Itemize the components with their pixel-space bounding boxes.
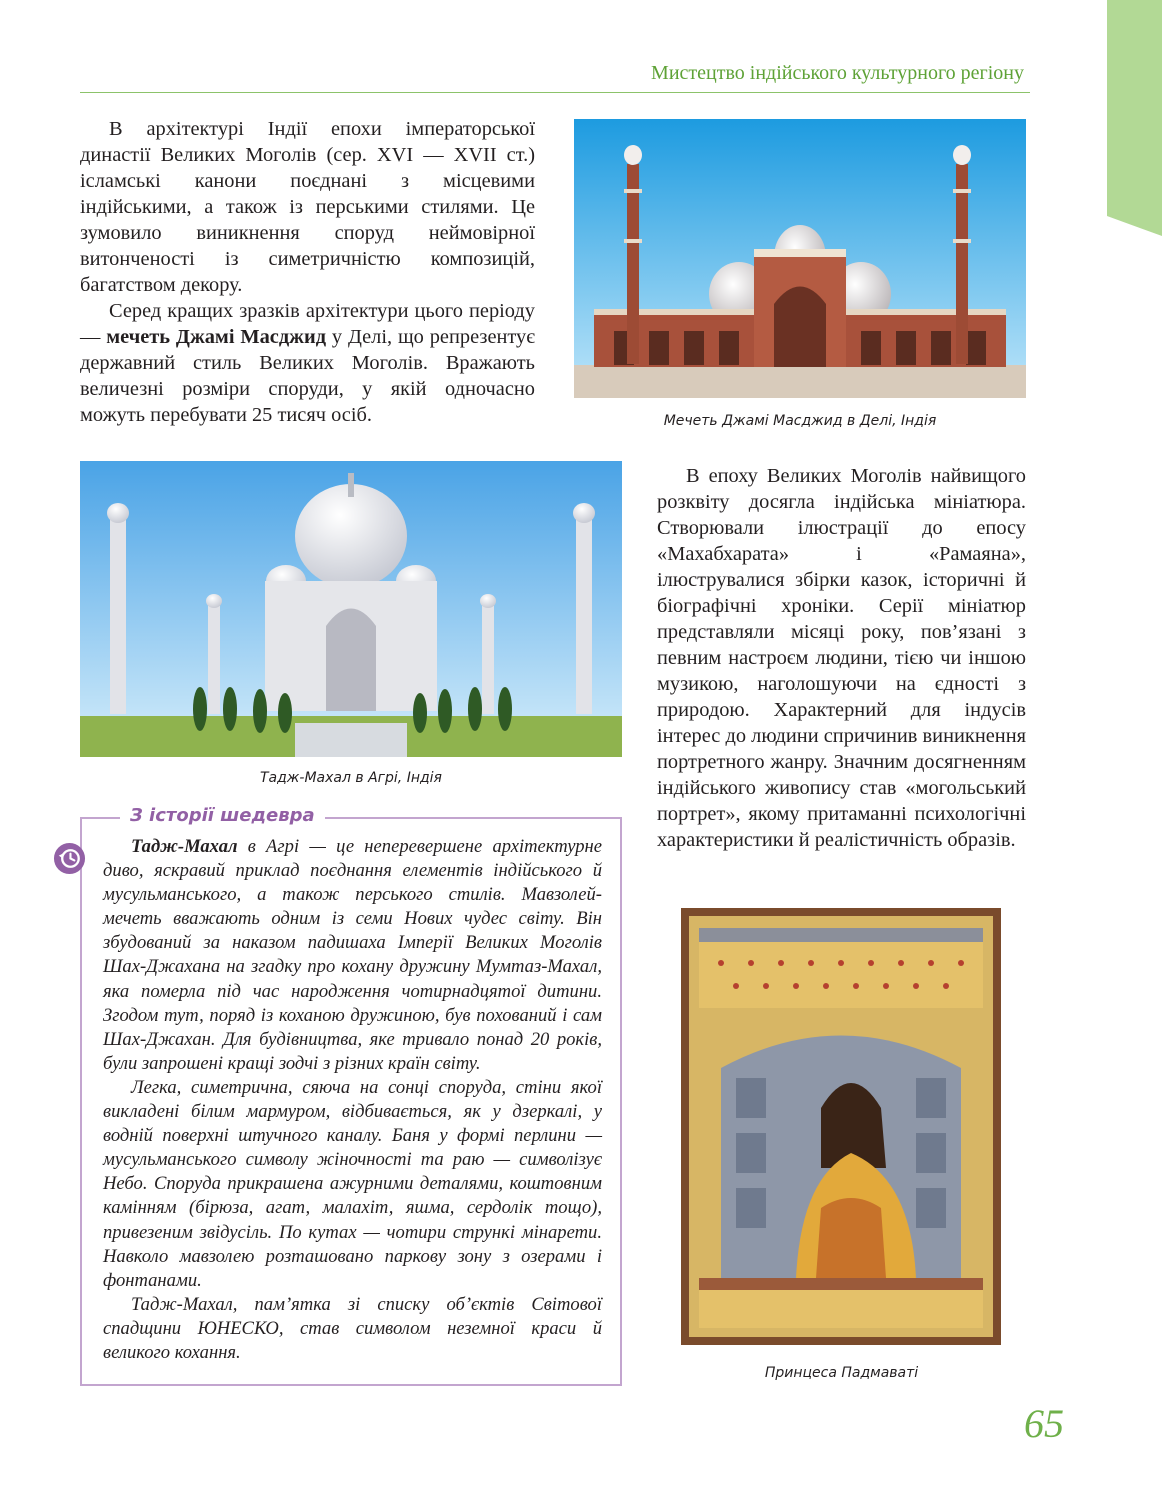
- history-clock-icon: [53, 842, 86, 875]
- mosque-caption: Мечеть Джамі Масджид в Делі, Індія: [663, 413, 937, 429]
- history-box-title: З історії шедевра: [120, 803, 325, 829]
- padmavati-caption: Принцеса Падмаваті: [764, 1365, 919, 1381]
- header-title: Мистецтво індійського культурного регіону: [651, 62, 1024, 84]
- history-box-text: [103, 835, 602, 1365]
- mosque-photo: [574, 119, 1026, 398]
- miniature-paragraph: В епоху Великих Моголів найвищого розквіту досягла індійська мініатюра. Створювали ілюстрації до епосу «Махабхарата» і «Рамаяна», ілюструвалися збірки казок, історичні й біографічні хроніки. Серії мініатюр представляли місяці року, пов’язані з певним настроєм людини, тією чи іншою музикою, наголошуючи на єдності з природою. Характерний для індусів інтерес до людини спричинив виникнення портретного жанру. Значним досягненням індійського живопису став «могольський портрет», якому притаманні психологічні характеристики й реалістичність образів.: [657, 465, 1026, 851]
- history-paragraph-1: Тадж-Махал в Агрі — це неперевершене архітектурне диво, яскравий приклад поєднання елементів індійського й мусульманського, а також перського стилів. Мавзолей-мечеть вважають одним із семи Нових чудес світу. Він збудований за наказом падишаха Імперії Великих Моголів Шах-Джахана на згадку про кохану дружину Мумтаз-Махал, яка померла під час народження чотирнадцятої дитини. Згодом тут, поряд із коханою дружиною, був похований і сам Шах-Джахан. Для будівництва, яке тривало понад 20 років, були запрошені кращі зодчі з різних країн світу.: [103, 836, 602, 1074]
- corner-tab-decoration: [1052, 0, 1162, 236]
- taj-mahal-caption: Тадж-Махал в Агрі, Індія: [260, 770, 442, 786]
- miniature-text: [657, 463, 1026, 853]
- mosque-name: мечеть Джамі Масджид: [106, 326, 327, 348]
- padmavati-miniature: [681, 908, 1001, 1345]
- history-paragraph-3: Тадж-Махал, пам’ятка зі списку об’єктів Світової спадщини ЮНЕСКО, став символом неземної краси й великого кохання.: [103, 1293, 602, 1363]
- intro-paragraph-2: Серед кращих зразків архітектури цього періоду — мечеть Джамі Масджид у Делі, що репрезентує державний стиль Великих Моголів. Вражають величезні розміри споруди, у якій одночасно можуть перебувати 25 тисяч осіб.: [80, 300, 535, 426]
- page-number: 65: [1024, 1401, 1064, 1446]
- running-header: [80, 58, 1030, 93]
- history-paragraph-2: Легка, симетрична, сяюча на сонці споруда, стіни якої викладені білим мармуром, відбивається, як у дзеркалі, у водній поверхні штучного каналу. Баня у формі перлини — мусульманського символу жіночності та раю — символізує Небо. Споруда прикрашена ажурними деталями, коштовним камінням (бірюза, агат, малахіт, яшма, сердолік тощо), привезеним звідусіль. По кутах — чотири стрункі мінарети. Навколо мавзолею розташовано паркову зону з озерами і фонтанами.: [103, 1076, 602, 1291]
- intro-paragraph-1: В архітектурі Індії епохи імператорської династії Великих Моголів (сер. XVI — XVII ст.) ісламські канони поєднані з місцевими індійськими, а також із перськими стилями. Це зумовило виникнення споруд неймовірної витонченості із симетричністю композицій, багатством декору.: [80, 118, 535, 296]
- intro-text: [80, 116, 535, 428]
- taj-mahal-photo: [80, 461, 622, 757]
- taj-mahal-name: Тадж-Махал: [131, 836, 238, 857]
